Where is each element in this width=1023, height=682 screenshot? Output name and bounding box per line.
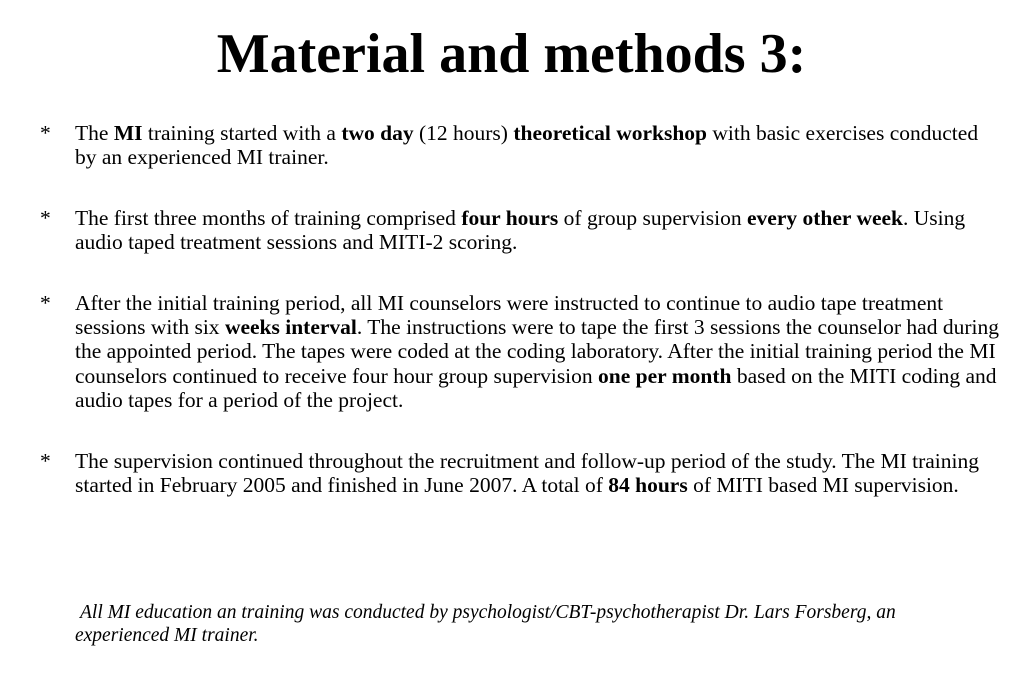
bullet-item — [40, 206, 1000, 255]
bullet-bold-text: every other week — [747, 205, 904, 230]
bullet-bold-text: 84 hours — [608, 473, 688, 498]
bullet-text: The supervision continued throughout the recruitment and follow-up period of the study. The MI training started in February 2005 and finished in June 2007. A total of — [75, 448, 979, 498]
bullet-bold-text: weeks interval — [224, 315, 357, 340]
bullet-marker: * — [40, 121, 51, 145]
bullet-text: . Using audio taped treatment sessions and MITI-2 scoring. — [75, 205, 966, 255]
bullet-list — [40, 121, 1000, 497]
bullet-text: of MITI based MI supervision. — [687, 473, 959, 498]
bullet-bold-text: one per month — [598, 363, 732, 388]
bullet-text: based on the MITI coding and audio tapes for a period of the project. — [75, 363, 997, 413]
bullet-text: After the initial training period, all MI counselors were instructed to continue to audio tape treatment sessions with six — [75, 290, 944, 340]
bullet-bold-text: two day — [341, 121, 414, 145]
bullet-bold-text: MI — [113, 121, 143, 145]
bullet-text: with basic exercises conducted by an experienced MI trainer. — [75, 121, 979, 170]
bullet-text: The first three months of training comprised — [75, 205, 462, 230]
bullet-text: of group supervision — [558, 205, 747, 230]
bullet-marker: * — [40, 290, 51, 315]
bullet-text: The — [75, 121, 114, 145]
bullet-text: (12 hours) — [413, 121, 514, 145]
bullet-marker: * — [40, 448, 51, 473]
bullet-text: . The instructions were to tape the first 3 sessions the counselor had during the appointed period. The tapes were coded at the coding laboratory. After the initial training period the MI counselors continued to receive four hour group supervision — [75, 315, 999, 388]
bullet-text: training started with a — [142, 121, 342, 145]
bullet-item — [40, 291, 1000, 413]
slide-title: Material and methods 3: — [216, 23, 807, 85]
bullet-item — [40, 449, 1000, 498]
footnote — [75, 601, 975, 647]
bullet-marker: * — [40, 205, 51, 230]
bullet-bold-text: four hours — [461, 205, 559, 230]
bullet-item — [40, 121, 1000, 170]
bullet-bold-text: theoretical workshop — [513, 121, 708, 145]
footnote-text: All MI education an training was conducted by psychologist/CBT-psychotherapist Dr. Lars Forsberg, an experienced MI trainer. — [75, 601, 896, 646]
